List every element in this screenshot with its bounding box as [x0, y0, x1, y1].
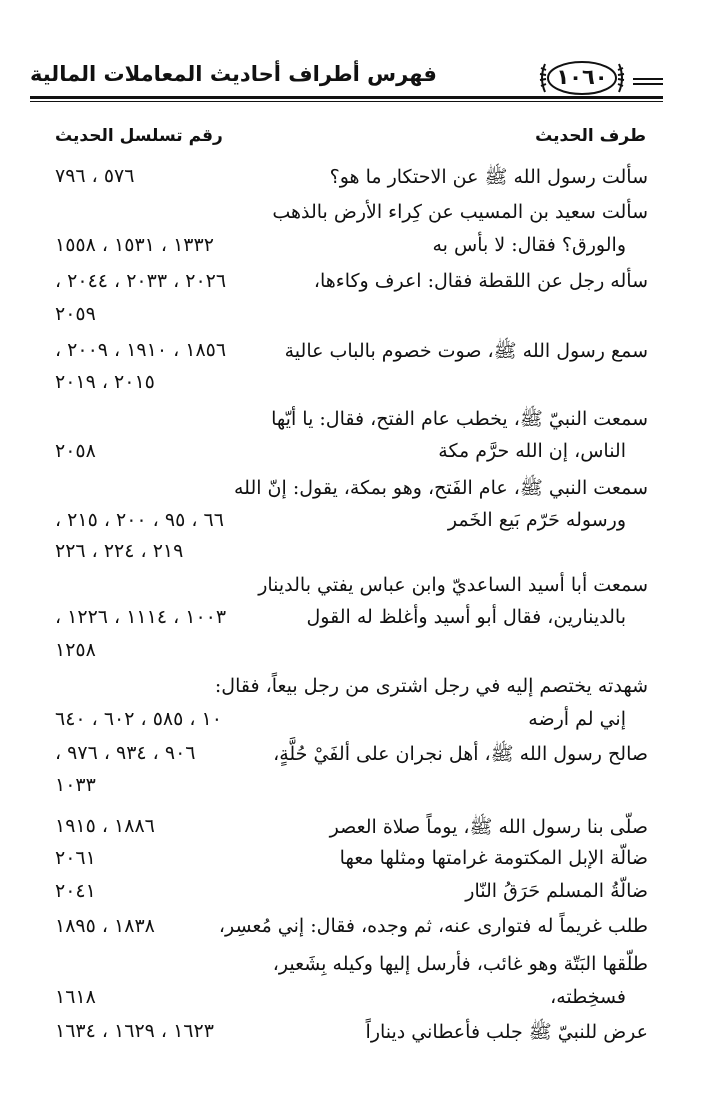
- entry-text-line: سألت سعيد بن المسيب عن كِراء الأرض بالذهب: [272, 201, 648, 223]
- entry-text-line: ورسوله حَرّم بَيع الخَمر: [447, 509, 626, 531]
- entry-refs: ١٨٨٦ ، ١٩١٥: [55, 815, 155, 837]
- entry-refs: ١٨٥٦ ، ١٩١٠ ، ٢٠٠٩ ،: [55, 339, 227, 361]
- entry-text-line: سألت رسول الله ﷺ عن الاحتكار ما هو؟: [329, 166, 648, 188]
- running-title: فهرس أطراف أحاديث المعاملات المالية: [30, 62, 437, 86]
- entry-text-line: سمع رسول الله ﷺ، صوت خصوم بالباب عالية: [284, 340, 648, 362]
- entry-text-line: سمعت أبا أسيد الساعديّ وابن عباس يفتي بالدينار: [258, 574, 648, 596]
- entry-refs: ٥٧٦ ، ٧٩٦: [55, 165, 135, 187]
- entry-text-line: صالح رسول الله ﷺ، أهل نجران على ألفَيْ حُلَّةٍ،: [273, 743, 648, 765]
- entry-text-line: طلب غريماً له فتوارى عنه، ثم وجده، فقال: إني مُعسِر،: [218, 915, 648, 937]
- entry-text-line: صلّى بنا رسول الله ﷺ، يوماً صلاة العصر: [329, 816, 648, 838]
- entry-text-line: بالدينارين، فقال أبو أسيد وأغلظ له القول: [306, 606, 626, 628]
- page-number-badge: [537, 58, 627, 98]
- entry-text-line: سمعت النبيّ ﷺ، يخطب عام الفتح، فقال: يا أيّها: [271, 408, 648, 430]
- entry-refs: ١٢٥٨: [55, 639, 96, 661]
- entry-text-line: فسخِطته،: [550, 986, 626, 1008]
- entry-refs: ١٨٣٨ ، ١٨٩٥: [55, 915, 155, 937]
- entry-refs: ١٦١٨: [55, 986, 96, 1008]
- entry-text-line: إني لم أرضه: [528, 708, 626, 730]
- entry-refs: ٢٠٥٩: [55, 303, 96, 325]
- entry-refs: ٩٠٦ ، ٩٣٤ ، ٩٧٦ ،: [55, 742, 196, 764]
- entry-refs: ٦٦ ، ٩٥ ، ٢٠٠ ، ٢١٥ ،: [55, 509, 224, 531]
- entry-text-line: سمعت النبي ﷺ، عام الفَتح، وهو بمكة، يقول: إنّ الله: [233, 477, 648, 499]
- entry-refs: ٢٠١٥ ، ٢٠١٩: [55, 371, 155, 393]
- entry-text-line: عرض للنبيّ ﷺ جلب فأعطاني ديناراً: [365, 1021, 648, 1043]
- entry-refs: ٢٠٦١: [55, 847, 96, 869]
- entry-text-line: الناس، إن الله حرَّم مكة: [438, 440, 626, 462]
- entry-refs: ١٠ ، ٥٨٥ ، ٦٠٢ ، ٦٤٠: [55, 708, 222, 730]
- entry-refs: ١٠٣٣: [55, 774, 96, 796]
- entry-refs: ١٣٣٢ ، ١٥٣١ ، ١٥٥٨: [55, 234, 214, 256]
- entry-text-line: سأله رجل عن اللقطة فقال: اعرف وكاءها،: [313, 270, 648, 292]
- entry-refs: ١٠٠٣ ، ١١١٤ ، ١٢٢٦ ،: [55, 606, 227, 628]
- entry-refs: ٢٠٤١: [55, 880, 96, 902]
- header-ornament-line: [633, 78, 663, 85]
- entry-text-line: ضالّة الإبل المكتومة غرامتها ومثلها معها: [339, 847, 648, 869]
- entry-refs: ١٦٢٣ ، ١٦٢٩ ، ١٦٣٤: [55, 1020, 214, 1042]
- entry-text-line: ضالّةُ المسلم حَرَقُ النّار: [465, 880, 648, 902]
- column-header-hadith-edge: طرف الحديث: [535, 126, 646, 146]
- entry-text-line: شهدته يختصم إليه في رجل اشترى من رجل بيعاً، فقال:: [214, 675, 648, 697]
- header-rule: [30, 96, 663, 102]
- entry-refs: ٢٠٢٦ ، ٢٠٣٣ ، ٢٠٤٤ ،: [55, 270, 227, 292]
- entry-refs: ٢١٩ ، ٢٢٤ ، ٢٢٦: [55, 540, 184, 562]
- page-header: [30, 58, 663, 104]
- column-header-hadith-serial: رقم تسلسل الحديث: [55, 126, 223, 146]
- entry-text-line: والورق؟ فقال: لا بأس به: [432, 234, 626, 256]
- entry-text-line: طلّقها البَتّة وهو غائب، فأرسل إليها وكيله بِشَعير،: [272, 953, 648, 975]
- entry-refs: ٢٠٥٨: [55, 440, 96, 462]
- page-number: ١٠٦٠: [556, 65, 608, 89]
